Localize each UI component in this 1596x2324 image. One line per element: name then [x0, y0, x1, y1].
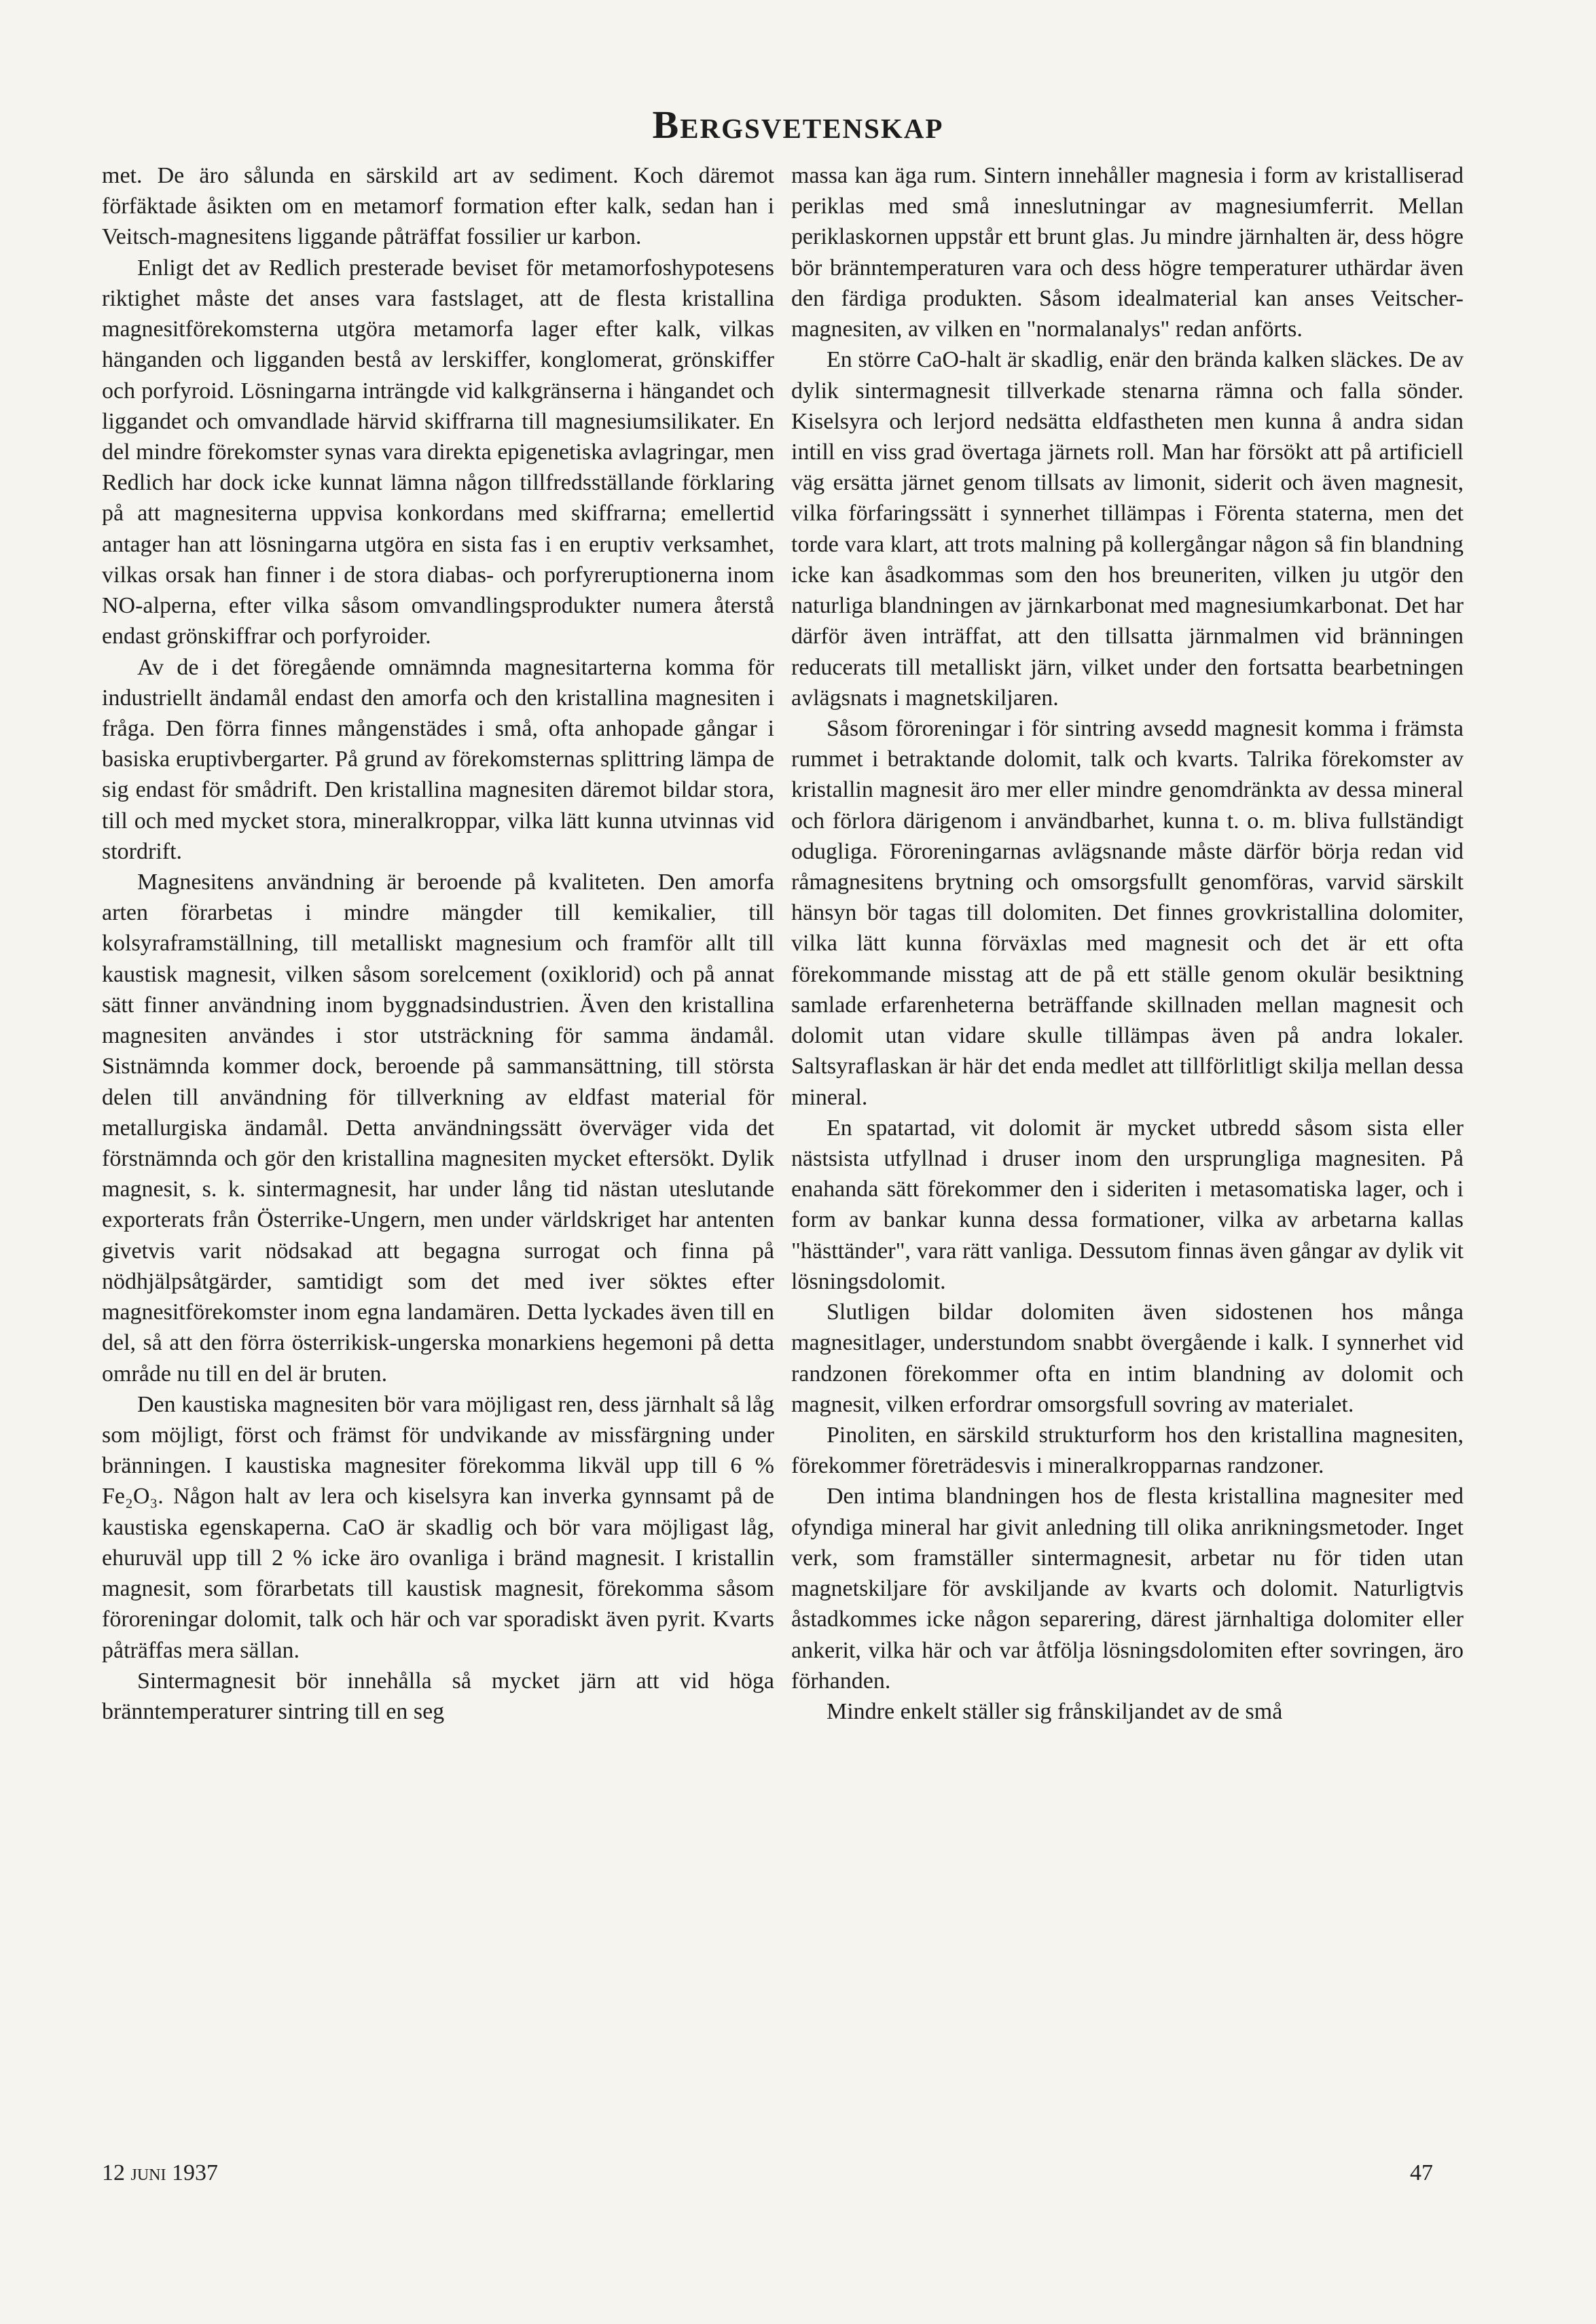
paragraph: En större CaO-halt är skadlig, enär den brända kalken släckes. De av dylik sintermagnesit tillverkade stenarna rämna och falla sönder. Kiselsyra och lerjord nedsätta eldfastheten men kunna å andra sidan intill en viss grad övertaga järnets roll. Man har försökt att på artificiell väg ersätta järnet genom tillsats av limonit, siderit och även magnesit, vilka förfaringssätt i synnerhet tillämpas i Förenta staterna, men det torde vara klart, att trots malning på kollergångar någon så fin blandning icke kan åsadkommas som den hos breuneriten, vilken ju utgör den naturliga blandningen av järnkarbonat med magnesiumkarbonat. Det har därför även inträffat, att den tillsatta järnmalmen vid bränningen reducerats till metalliskt järn, vilket under den fortsatta bearbetningen avlägsnats i magnetskiljaren.	[791, 347, 1464, 711]
running-header: Bergsvetenskap	[652, 103, 944, 147]
paragraph: Enligt det av Redlich presterade beviset för metamorfoshypotesens riktighet måste det anses vara fastslaget, att de flesta kristallina magnesitförekomsterna utgöra metamorfa lager efter kalk, vilkas hänganden och ligganden bestå av lerskiffer, konglomerat, grönskiffer och porfyroid. Lösningarna inträngde vid kalkgränserna i hängandet och liggandet och omvandlade härvid skiffrarna till magnesiumsilikater. En del mindre förekomster synas vara direkta epigenetiska avlagringar, men Redlich har dock icke kunnat lämna någon tillfredsställande förklaring på att magnesiterna uppvisa konkordans med skiffrarna; emellertid antager han att lösningarna utgöra en sista fas i en eruptiv verksamhet, vilkas orsak han finner i de stora diabas- och porfyreruptionerna inom NO-alperna, efter vilka såsom omvandlingsprodukter numera återstå endast grönskiffrar och porfyroider.	[102, 255, 774, 649]
paragraph: En spatartad, vit dolomit är mycket utbredd såsom sista eller nästsista utfyllnad i druser inom den ursprungliga magnesiten. På enahanda sätt förekommer den i sideriten i metasomatiska lager, och i form av bankar kunna dessa formationer, vilka av arbetarna kallas "hästtänder", vara rätt vanliga. Dessutom finnas även gångar av dylik vit lösningsdolomit.	[791, 1115, 1464, 1294]
paragraph: Mindre enkelt ställer sig frånskiljandet av de små	[827, 1698, 1283, 1724]
paragraph: Av de i det föregående omnämnda magnesitarterna komma för industriellt ändamål endast den amorfa och den kristallina magnesiten i fråga. Den förra finnes mångenstädes i små, ofta anhopade gångar i basiska eruptivbergarter. På grund av förekomsternas splittring lämpa de sig endast för smådrift. Den kristallina magnesiten däremot bildar stora, till och med mycket stora, mineralkroppar, vilka lätt kunna utvinnas vid stordrift.	[102, 654, 774, 864]
left-column	[102, 160, 774, 1727]
paragraph: Sintermagnesit bör innehålla så mycket järn att vid höga bränntemperaturer sintring till en seg	[102, 1668, 774, 1724]
right-column	[791, 160, 1464, 1727]
paragraph: massa kan äga rum. Sintern innehåller magnesia i form av kristalliserad periklas med små inneslutningar av magnesiumferrit. Mellan periklaskornen uppstår ett brunt glas. Ju mindre järnhalten är, dess högre bör bränntemperaturen vara och dess högre temperaturer uthärdar även den färdiga produkten. Såsom idealmaterial kan anses Veitscher-magnesiten, av vilken en "normalanalys" redan anförts.	[791, 163, 1464, 342]
paragraph: Den kaustiska magnesiten bör vara möjligast ren, dess järnhalt så låg som möjligt, först och främst för undvikande av missfärgning under bränningen. I kaustiska magnesiter förekomma likväl upp till 6 % Fe₂O₃. Någon halt av lera och kiselsyra kan inverka gynnsamt på de kaustiska egenskaperna. CaO är skadlig och bör vara möjligast låg, ehuruväl upp till 2 % icke äro ovanliga i bränd magnesit. I kristallin magnesit, som förarbetats till kaustisk magnesit, förekomma såsom föroreningar dolomit, talk och här och var sporadiskt även pyrit. Kvarts påträffas mera sällan.	[102, 1391, 774, 1663]
paragraph: Den intima blandningen hos de flesta kristallina magnesiter med ofyndiga mineral har givit anledning till olika anrikningsmetoder. Inget verk, som framställer sintermagnesit, arbetar nu för tiden utan magnetskiljare för avskiljande av kvarts och dolomit. Naturligtvis åstadkommes icke någon separering, därest järnhaltiga dolomiter eller ankerit, vilka här och var åtfölja lösningsdolomiten efter sovringen, äro förhanden.	[791, 1484, 1464, 1694]
paragraph: met. De äro sålunda en särskild art av sediment. Koch däremot förfäktade åsikten om en metamorf formation efter kalk, sedan han i Veitsch-magnesitens liggande påträffat fossilier ur karbon.	[102, 163, 774, 250]
paragraph: Pinoliten, en särskild strukturform hos den kristallina magnesiten, förekommer företrädesvis i mineralkropparnas randzoner.	[791, 1422, 1464, 1479]
page-number: 47	[1410, 2160, 1433, 2185]
paragraph: Såsom föroreningar i för sintring avsedd magnesit komma i främsta rummet i betraktande dolomit, talk och kvarts. Talrika förekomster av kristallin magnesit äro mer eller mindre genomdränkta av dessa mineral och förlora därigenom i användbarhet, kunna t. o. m. bliva fullständigt odugliga. Föroreningarnas avlägsnande måste därför börja redan vid råmagnesitens brytning och omsorgsfullt genomföras, varvid särskilt hänsyn bör tagas till dolomiten. Det finnes grovkristallina dolomiter, vilka lätt kunna förväxlas med magnesit och det är ett ofta förekommande misstag att de på ett ställe genom okulär besiktning samlade erfarenheterna beträffande skillnaden mellan magnesit och dolomit utan vidare skulle tillämpas även på andra lokaler. Saltsyraflaskan är här det enda medlet att tillförlitligt skilja mellan dessa mineral.	[791, 715, 1464, 1110]
paragraph: Magnesitens användning är beroende på kvaliteten. Den amorfa arten förarbetas i mindre mängder till kemikalier, till kolsyraframställning, till metalliskt magnesium och framför allt till kaustisk magnesit, vilken såsom sorelcement (oxiklorid) och på annat sätt finner användning inom byggnadsindustrien. Även den kristallina magnesiten användes i stor utsträckning för samma ändamål. Sistnämnda kommer dock, beroende på sammansättning, till största delen till användning för tillverkning av eldfast material för metallurgiska ändamål. Detta användningssätt överväger vida det förstnämnda och gör den kristallina magnesiten mycket eftersökt. Dylik magnesit, s. k. sintermagnesit, har under lång tid nästan uteslutande exporterats från Österrike-Ungern, men under världskriget har antenten givetvis varit nödsakad att begagna surrogat och finna på nödhjälpsåtgärder, samtidigt som det med iver söktes efter magnesitförekomster inom egna landamären. Detta lyckades även till en del, så att den förra österrikisk-ungerska monarkiens hegemoni på detta område nu till en del är bruten.	[102, 870, 774, 1387]
issue-date: 12 juni 1937	[102, 2160, 218, 2185]
paragraph: Slutligen bildar dolomiten även sidostenen hos många magnesitlager, understundom snabbt övergående i kalk. I synnerhet vid randzonen förekommer ofta en intim blandning av dolomit och magnesit, vilken erfordrar omsorgsfull sovring av materialet.	[791, 1300, 1464, 1417]
